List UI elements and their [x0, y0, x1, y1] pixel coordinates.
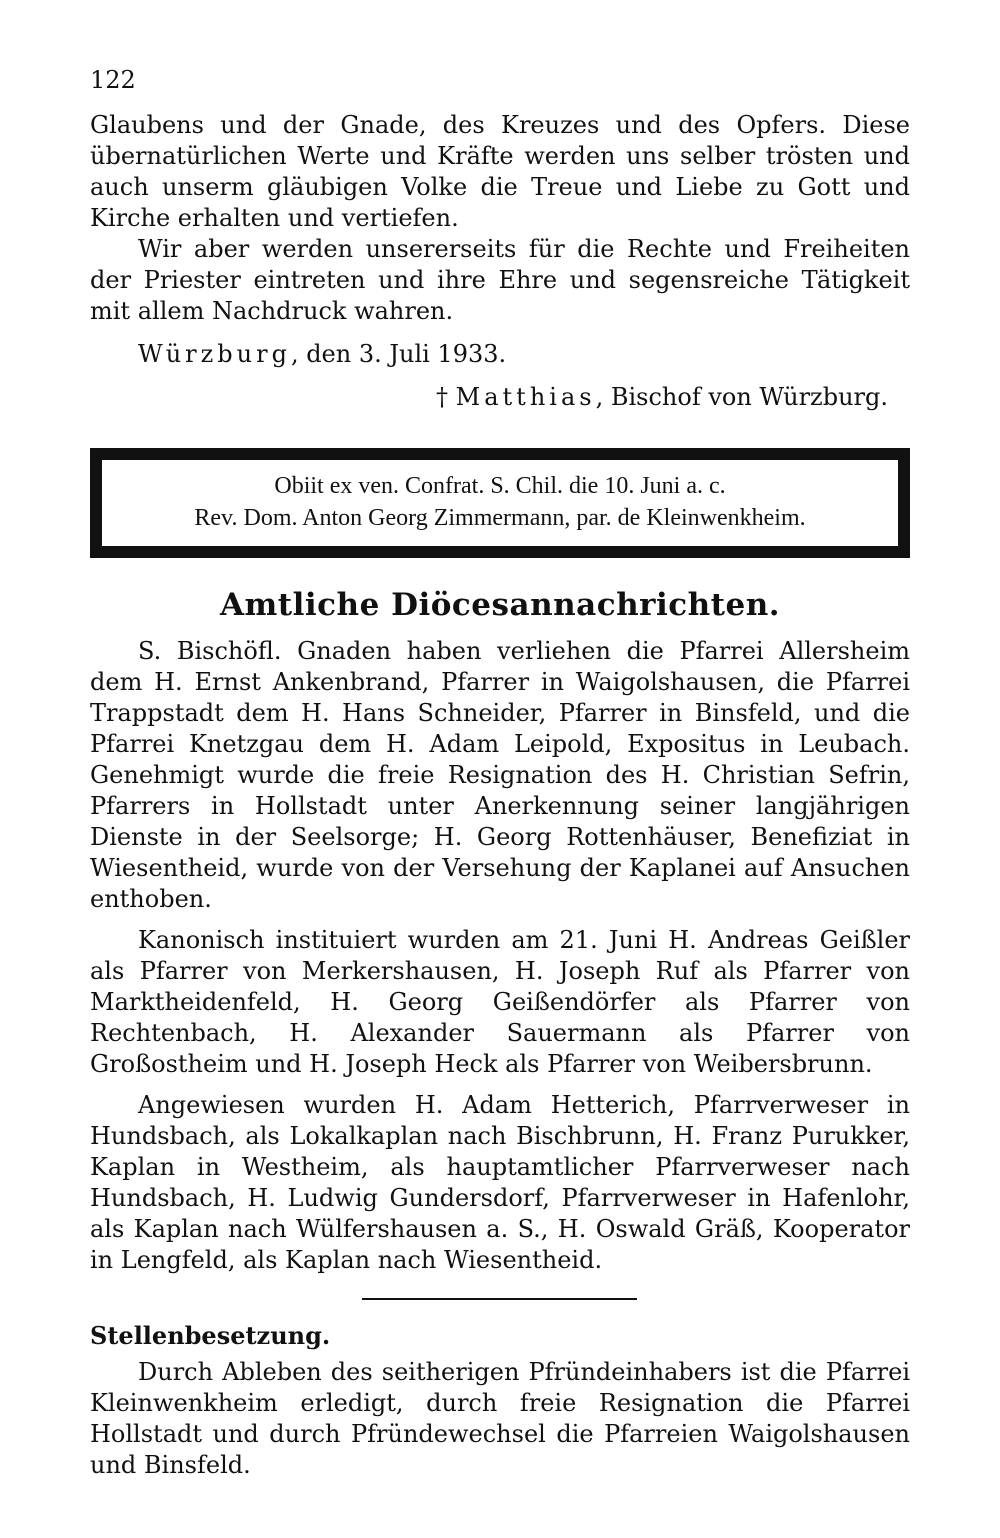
assignments-paragraph: Angewiesen wurden H. Adam Hetterich, Pfarrverweser in Hundsbach, als Lokalkaplan nach Bischbrunn, H. Franz Purukker, Kaplan in Westheim, als hauptamtlicher Pfarrverweser nach Hundsbach, H. Ludwig Gundersdorf, Pfarrverweser in Hafenlohr, als Kaplan nach Wülfershausen a. S., H. Oswald Gräß, Kooperator in Lengfeld, als Kaplan nach Wiesentheid.	[90, 1091, 910, 1274]
section-title: Amtliche Diöcesannachrichten.	[219, 587, 781, 623]
rights-paragraph: Wir aber werden unsererseits für die Rechte und Freiheiten der Priester eintreten und ihre Ehre und segensreiche Tätigkeit mit allem Nachdruck wahren.	[90, 235, 910, 325]
appointments-paragraph: S. Bischöfl. Gnaden haben verliehen die Pfarrei Allersheim dem H. Ernst Ankenbrand, Pfarrer in Waigolshausen, die Pfarrei Trappstadt dem H. Hans Schneider, Pfarrer in Binsfeld, und die Pfarrei Knetzgau dem H. Adam Leipold, Expositus in Leubach. Genehmigt wurde die freie Resignation des H. Christian Sefrin, Pfarrers in Hollstadt unter Anerkennung seiner langjährigen Dienste in der Seelsorge; H. Georg Rottenhäuser, Benefiziat in Wiesentheid, wurde von der Versehung der Kaplanei auf Ansuchen enthoben.	[90, 637, 910, 913]
obituary-notice	[90, 448, 910, 558]
vacancies-heading: Stellenbesetzung.	[90, 1321, 331, 1350]
signature-title: , Bischof von Würzburg.	[595, 383, 888, 411]
opening-paragraph: Glaubens und der Gnade, des Kreuzes und des Opfers. Diese übernatürlichen Werte und Kräfte werden uns selber trösten und auch unserm gläubigen Volke die Treue und Liebe zu Gott und Kirche erhalten und vertiefen.	[90, 111, 910, 232]
institutions-paragraph: Kanonisch instituiert wurden am 21. Juni H. Andreas Geißler als Pfarrer von Merkershausen, H. Joseph Ruf als Pfarrer von Marktheidenfeld, H. Georg Geißendörfer als Pfarrer von Rechtenbach, H. Alexander Sauermann als Pfarrer von Großostheim und H. Joseph Heck als Pfarrer von Weibersbrunn.	[90, 926, 910, 1078]
bishop-signature	[90, 382, 888, 413]
signature-name: Matthias	[455, 383, 596, 411]
obituary-line-2: Rev. Dom. Anton Georg Zimmermann, par. de Kleinwenkheim.	[194, 505, 806, 531]
date-place: Würzburg	[138, 340, 291, 368]
vacancies-paragraph: Durch Ableben des seitherigen Pfründeinhabers ist die Pfarrei Kleinwenkheim erledigt, durch freie Resignation die Pfarrei Hollstadt und durch Pfründewechsel die Pfarreien Waigolshausen und Binsfeld.	[90, 1358, 910, 1479]
date-text: , den 3. Juli 1933.	[290, 340, 507, 368]
page-number: 122	[90, 66, 136, 94]
cross-mark: †	[436, 383, 456, 411]
section-divider	[362, 1298, 637, 1300]
date-line	[138, 339, 910, 370]
obituary-line-1: Obiit ex ven. Confrat. S. Chil. die 10. Juni a. c.	[274, 473, 726, 499]
